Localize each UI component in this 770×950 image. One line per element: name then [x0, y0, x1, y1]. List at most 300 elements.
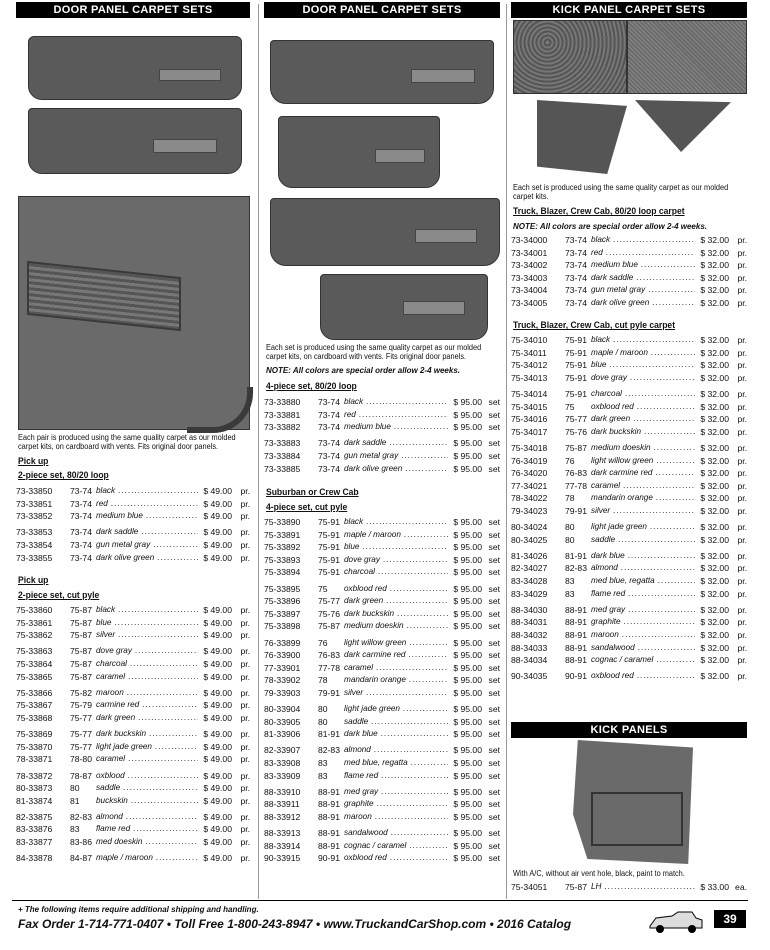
color-name: dark olive green ..... — [591, 297, 695, 310]
price: $ 95.00 — [453, 608, 482, 619]
part-number: 75-33868 — [16, 712, 53, 723]
color-name: dove gray ..... — [591, 372, 695, 385]
price: $ 95.00 — [453, 675, 482, 686]
price: $ 49.00 — [203, 795, 232, 806]
part-number: 81-33906 — [264, 729, 301, 740]
part-number: 75-33892 — [264, 542, 301, 553]
price: $ 49.00 — [203, 486, 232, 496]
unit: pr. — [737, 414, 747, 425]
color-name: medium doeskin ..... — [344, 620, 448, 633]
price: $ 32.00 — [700, 480, 729, 491]
part-number: 75-33893 — [264, 554, 301, 565]
color-name: med doeskin ..... — [96, 836, 198, 849]
price: $ 49.00 — [203, 671, 232, 682]
section-subtitle: 2-piece set, 80/20 loop — [18, 470, 109, 481]
price-row — [16, 699, 250, 712]
part-number: 73-34003 — [511, 272, 548, 283]
color-name: light jade green ..... — [344, 703, 448, 716]
footer-rule — [12, 900, 748, 901]
price-row — [264, 554, 500, 567]
price-row — [264, 421, 500, 434]
price: $ 95.00 — [453, 786, 482, 797]
part-number: 88-33913 — [264, 828, 301, 839]
price: $ 32.00 — [700, 588, 729, 599]
unit: pr. — [240, 783, 250, 794]
color-name: maroon ..... — [96, 687, 198, 700]
year-range: 80 — [565, 522, 575, 533]
year-range: 82-83 — [70, 811, 92, 822]
year-range: 78 — [318, 675, 328, 686]
year-range: 90-91 — [318, 853, 340, 864]
price-row — [264, 811, 500, 824]
price-table-1a — [16, 485, 250, 564]
price-row — [16, 712, 250, 725]
color-name: black ..... — [591, 234, 695, 247]
color-name: silver ..... — [344, 687, 448, 700]
color-name: dove gray ..... — [96, 645, 198, 658]
price-row — [511, 372, 747, 385]
price: $ 95.00 — [453, 596, 482, 607]
price-row — [16, 645, 250, 658]
price: $ 32.00 — [700, 534, 729, 545]
year-range: 75-87 — [70, 658, 92, 669]
price: $ 95.00 — [453, 637, 482, 648]
part-number: 82-33907 — [264, 745, 301, 756]
year-range: 82-83 — [565, 563, 587, 574]
unit: pr. — [240, 853, 250, 864]
year-range: 82-83 — [318, 745, 340, 756]
price-row — [16, 823, 250, 836]
part-number: 80-33905 — [264, 716, 301, 727]
price: $ 95.00 — [453, 422, 482, 433]
unit: pr. — [737, 534, 747, 545]
color-name: oxblood red ..... — [591, 670, 695, 683]
special-order-note: NOTE: All colors are special order allow 2-4 weeks. — [513, 222, 707, 231]
year-range: 75-87 — [318, 621, 340, 632]
color-name: dark saddle ..... — [96, 526, 198, 539]
unit: set — [488, 840, 500, 851]
price: $ 95.00 — [453, 567, 482, 578]
part-number: 73-33883 — [264, 438, 301, 449]
part-number: 83-34028 — [511, 576, 548, 587]
part-number: 75-33890 — [264, 517, 301, 527]
caption: With A/C, without air vent hole, black, paint to match. — [513, 869, 685, 878]
price-row — [264, 716, 500, 729]
year-range: 75-76 — [565, 426, 587, 437]
unit: set — [488, 517, 500, 527]
color-name: dark blue ..... — [344, 728, 448, 741]
color-name: graphite ..... — [591, 616, 695, 629]
truck-logo-icon — [646, 908, 706, 936]
year-range: 75-91 — [565, 388, 587, 399]
price-row — [264, 620, 500, 633]
year-range: 75-82 — [70, 687, 92, 698]
color-name: oxblood ..... — [96, 770, 198, 783]
price-table-1b — [16, 604, 250, 865]
unit: pr. — [737, 442, 747, 453]
part-number: 75-33869 — [16, 729, 53, 740]
section-subtitle: 4-piece set, cut pyle — [266, 502, 348, 513]
year-range: 75-91 — [318, 567, 340, 578]
price-row — [16, 687, 250, 700]
price: $ 32.00 — [700, 630, 729, 641]
year-range: 88-91 — [318, 812, 340, 823]
unit: pr. — [737, 630, 747, 641]
color-name: sandalwood ..... — [344, 827, 448, 840]
unit: set — [488, 745, 500, 756]
year-range: 90-91 — [565, 671, 587, 682]
year-range: 88-91 — [318, 799, 340, 810]
year-range: 88-91 — [565, 604, 587, 615]
column-divider — [258, 4, 259, 899]
color-name: medium blue ..... — [591, 259, 695, 272]
unit: pr. — [240, 811, 250, 822]
year-range: 73-74 — [565, 285, 587, 296]
unit: pr. — [737, 272, 747, 283]
year-range: 73-74 — [565, 272, 587, 283]
price-row — [16, 526, 250, 539]
unit: pr. — [240, 729, 250, 740]
year-range: 75-91 — [318, 542, 340, 553]
color-name: silver ..... — [591, 505, 695, 518]
cut-pyle-carpet-swatch — [627, 20, 747, 94]
color-name: dark green ..... — [96, 712, 198, 725]
price-row — [264, 595, 500, 608]
unit: set — [488, 422, 500, 433]
price-row — [511, 347, 747, 360]
year-range: 88-91 — [318, 828, 340, 839]
price-row — [511, 881, 747, 894]
part-number: 77-34021 — [511, 480, 548, 491]
door-panel-photo-6 — [320, 274, 488, 340]
part-number: 73-33882 — [264, 422, 301, 433]
price-row — [511, 234, 747, 247]
price: $ 49.00 — [203, 712, 232, 723]
color-name: charcoal ..... — [591, 388, 695, 401]
color-name: black ..... — [344, 516, 448, 529]
price: $ 49.00 — [203, 741, 232, 752]
unit: pr. — [737, 347, 747, 358]
price: $ 32.00 — [700, 401, 729, 412]
part-number: 75-33895 — [264, 583, 301, 594]
price-row — [511, 562, 747, 575]
part-number: 73-34001 — [511, 247, 548, 258]
unit: pr. — [240, 486, 250, 496]
price: $ 49.00 — [203, 646, 232, 657]
part-number: 78-33902 — [264, 675, 301, 686]
part-number: 83-33909 — [264, 770, 301, 781]
section-header: DOOR PANEL CARPET SETS — [16, 2, 250, 18]
color-name: med blue, regatta ..... — [591, 575, 695, 588]
price: $ 32.00 — [700, 388, 729, 399]
color-name: dark olive green ..... — [96, 552, 198, 565]
part-number: 88-33910 — [264, 786, 301, 797]
color-name: med gray ..... — [344, 786, 448, 799]
unit: set — [488, 397, 500, 407]
price: $ 95.00 — [453, 729, 482, 740]
year-range: 75 — [318, 583, 328, 594]
part-number: 73-33850 — [16, 486, 53, 496]
price-row — [511, 259, 747, 272]
year-range: 73-74 — [318, 409, 340, 420]
price: $ 32.00 — [700, 247, 729, 258]
unit: set — [488, 716, 500, 727]
part-number: 88-34033 — [511, 642, 548, 653]
unit: pr. — [240, 605, 250, 615]
color-name: blue ..... — [96, 617, 198, 630]
unit: pr. — [737, 426, 747, 437]
year-range: 73-74 — [318, 438, 340, 449]
year-range: 78-80 — [70, 754, 92, 765]
unit: pr. — [240, 795, 250, 806]
year-range: 83 — [318, 770, 328, 781]
section-title: Truck, Blazer, Crew Cab, cut pyle carpet — [513, 320, 676, 331]
year-range: 81-91 — [565, 550, 587, 561]
color-name: medium blue ..... — [96, 510, 198, 523]
price: $ 32.00 — [700, 576, 729, 587]
part-number: 90-33915 — [264, 853, 301, 864]
part-number: 88-33912 — [264, 812, 301, 823]
part-number: 73-34005 — [511, 297, 548, 308]
price-row — [264, 827, 500, 840]
color-name: saddle ..... — [96, 782, 198, 795]
year-range: 75-77 — [70, 712, 92, 723]
price-row — [264, 409, 500, 422]
price: $ 32.00 — [700, 297, 729, 308]
price: $ 95.00 — [453, 812, 482, 823]
year-range: 88-91 — [565, 617, 587, 628]
year-range: 75-87 — [565, 882, 587, 892]
carpet-closeup-photo — [18, 196, 250, 430]
price: $ 95.00 — [453, 450, 482, 461]
color-name: maple / maroon ..... — [344, 529, 448, 542]
part-number: 75-33870 — [16, 741, 53, 752]
price-row — [511, 505, 747, 518]
column-door-panel-sets-2 — [264, 0, 500, 864]
unit: set — [488, 637, 500, 648]
price: $ 33.00 — [700, 882, 729, 892]
unit: set — [488, 758, 500, 769]
year-range: 80 — [318, 716, 328, 727]
price: $ 49.00 — [203, 687, 232, 698]
year-range: 79-91 — [565, 505, 587, 516]
year-range: 75-76 — [318, 608, 340, 619]
part-number: 77-33901 — [264, 662, 301, 673]
color-name: dark carmine red ..... — [344, 649, 448, 662]
price: $ 95.00 — [453, 397, 482, 407]
year-range: 75-77 — [565, 414, 587, 425]
price: $ 95.00 — [453, 799, 482, 810]
year-range: 88-91 — [565, 642, 587, 653]
color-name: light willow green ..... — [591, 455, 695, 468]
part-number: 76-34020 — [511, 468, 548, 479]
unit: pr. — [737, 455, 747, 466]
price-row — [264, 744, 500, 757]
price: $ 32.00 — [700, 442, 729, 453]
price-row — [16, 629, 250, 642]
price-row — [511, 442, 747, 455]
unit: set — [488, 529, 500, 540]
year-range: 76 — [318, 637, 328, 648]
unit: set — [488, 786, 500, 797]
year-range: 73-74 — [70, 486, 92, 496]
part-number: 79-34023 — [511, 505, 548, 516]
price-row — [264, 703, 500, 716]
color-name: flame red ..... — [344, 770, 448, 783]
unit: pr. — [737, 588, 747, 599]
price-row — [511, 359, 747, 372]
color-name: dark buckskin ..... — [96, 728, 198, 741]
price: $ 95.00 — [453, 583, 482, 594]
unit: pr. — [737, 480, 747, 491]
part-number: 75-34015 — [511, 401, 548, 412]
unit: pr. — [737, 297, 747, 308]
price-row — [16, 741, 250, 754]
unit: pr. — [737, 617, 747, 628]
part-number: 75-33896 — [264, 596, 301, 607]
section-title: Truck, Blazer, Crew Cab, 80/20 loop carpet — [513, 206, 685, 217]
color-name: mandarin orange ..... — [591, 492, 695, 505]
price-row — [511, 297, 747, 310]
price: $ 49.00 — [203, 729, 232, 740]
price-row — [511, 480, 747, 493]
price: $ 49.00 — [203, 754, 232, 765]
price-row — [511, 588, 747, 601]
price: $ 32.00 — [700, 285, 729, 296]
column-door-panel-sets-1 — [16, 0, 250, 864]
part-number: 73-33885 — [264, 463, 301, 474]
page-number: 39 — [714, 910, 746, 928]
door-panel-photo-1 — [28, 36, 242, 100]
unit: set — [488, 770, 500, 781]
part-number: 88-34034 — [511, 655, 548, 666]
year-range: 83 — [565, 576, 575, 587]
part-number: 80-33904 — [264, 704, 301, 715]
price: $ 32.00 — [700, 604, 729, 615]
part-number: 75-33860 — [16, 605, 53, 615]
section-header: KICK PANEL CARPET SETS — [511, 2, 747, 18]
price: $ 32.00 — [700, 493, 729, 504]
special-order-note: NOTE: All colors are special order allow 2-4 weeks. — [266, 366, 460, 375]
price: $ 49.00 — [203, 527, 232, 538]
part-number: 79-33903 — [264, 687, 301, 698]
price-row — [264, 541, 500, 554]
price: $ 95.00 — [453, 758, 482, 769]
part-number: 82-33875 — [16, 811, 53, 822]
year-range: 76 — [565, 455, 575, 466]
part-number: 80-34025 — [511, 534, 548, 545]
price-row — [16, 552, 250, 565]
price-table-2b — [264, 516, 500, 865]
unit: pr. — [240, 630, 250, 641]
unit: pr. — [737, 505, 747, 516]
part-number: 75-33897 — [264, 608, 301, 619]
year-range: 81-91 — [318, 729, 340, 740]
year-range: 75-87 — [70, 630, 92, 641]
year-range: 73-74 — [70, 498, 92, 509]
color-name: caramel ..... — [591, 480, 695, 493]
part-number: 75-34016 — [511, 414, 548, 425]
part-number: 75-34010 — [511, 335, 548, 345]
unit: pr. — [240, 498, 250, 509]
color-name: saddle ..... — [591, 534, 695, 547]
part-number: 76-33899 — [264, 637, 301, 648]
price: $ 32.00 — [700, 360, 729, 371]
price-row — [511, 426, 747, 439]
part-number: 88-34032 — [511, 630, 548, 641]
unit: pr. — [240, 511, 250, 522]
color-name: gun metal gray ..... — [591, 284, 695, 297]
price-row — [264, 396, 500, 409]
color-name: saddle ..... — [344, 716, 448, 729]
kick-panel-left-photo — [537, 100, 627, 174]
door-panel-photo-5 — [270, 198, 500, 266]
color-name: dark green ..... — [591, 413, 695, 426]
price-table-2a — [264, 396, 500, 475]
color-name: red ..... — [591, 247, 695, 260]
color-name: dark olive green ..... — [344, 463, 448, 476]
price-row — [16, 498, 250, 511]
color-name: oxblood red ..... — [344, 583, 448, 596]
color-name: maroon ..... — [344, 811, 448, 824]
kick-panels-header: KICK PANELS — [511, 722, 747, 738]
price: $ 49.00 — [203, 617, 232, 628]
unit: set — [488, 853, 500, 864]
color-name: maroon ..... — [591, 629, 695, 642]
unit: pr. — [737, 671, 747, 682]
price-row — [264, 798, 500, 811]
price: $ 49.00 — [203, 658, 232, 669]
kick-panel-photo — [573, 740, 693, 864]
price-table-3c — [511, 881, 747, 894]
part-number: 75-33865 — [16, 671, 53, 682]
year-range: 88-91 — [565, 655, 587, 666]
unit: pr. — [240, 646, 250, 657]
color-name: gun metal gray ..... — [96, 539, 198, 552]
price-row — [264, 637, 500, 650]
price-row — [264, 608, 500, 621]
part-number: 83-33908 — [264, 758, 301, 769]
color-name: dark saddle ..... — [344, 437, 448, 450]
price: $ 95.00 — [453, 542, 482, 553]
shipping-note: + The following items require additional shipping and handling. — [18, 905, 259, 914]
unit: set — [488, 438, 500, 449]
price: $ 32.00 — [700, 550, 729, 561]
price: $ 95.00 — [453, 529, 482, 540]
price: $ 32.00 — [700, 655, 729, 666]
part-number: 80-33873 — [16, 783, 53, 794]
year-range: 88-91 — [318, 840, 340, 851]
color-name: red ..... — [344, 409, 448, 422]
price-row — [16, 753, 250, 766]
door-panel-photo-3 — [270, 40, 494, 104]
price-row — [16, 728, 250, 741]
year-range: 75-91 — [565, 335, 587, 345]
unit: ea. — [735, 882, 747, 892]
color-name: gun metal gray ..... — [344, 450, 448, 463]
year-range: 83 — [70, 824, 80, 835]
price-row — [16, 510, 250, 523]
price-row — [264, 583, 500, 596]
contact-line: Fax Order 1-714-771-0407 • Toll Free 1-800-243-8947 • www.TruckandCarShop.com • 2016 Catalog — [18, 917, 572, 931]
price-row — [264, 450, 500, 463]
unit: pr. — [737, 655, 747, 666]
unit: set — [488, 583, 500, 594]
price: $ 32.00 — [700, 642, 729, 653]
color-name: buckskin ..... — [96, 795, 198, 808]
part-number: 90-34035 — [511, 671, 548, 682]
color-name: caramel ..... — [344, 662, 448, 675]
